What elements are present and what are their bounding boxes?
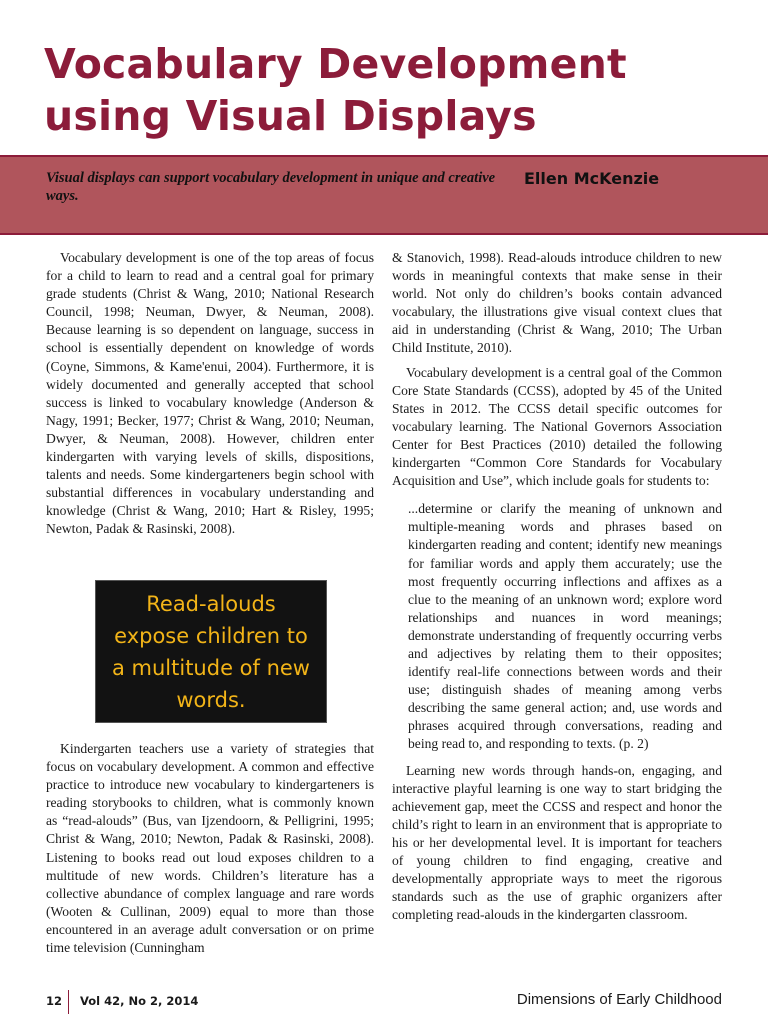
article-title: [44, 38, 744, 142]
left-column-top: [46, 249, 374, 539]
paragraph: Vocabulary development is one of the top areas of focus for a child to learn to read and a central goal for primary grade students (Christ & Wang, 2010; National Research Council, 1998; Neuman, Dwyer, & Neuman, 2008). Because learning is so dependent on language, success in school is essentially dependent on knowledge of words (Coyne, Simmons, & Kame'enui, 2004). Furthermore, it is widely documented and generally accepted that school success is linked to vocabulary knowledge (Anderson & Nagy, 1991; Becker, 1977; Christ & Wang, 2010; Neuman, Dwyer, & Neuman, 2008). However, children enter kindergarten with varying levels of skills, dispositions, talents and needs. Some kindergarteners begin school with substantial differences in vocabulary understanding and knowledge (Christ & Wang, 2010; Hart & Risley, 1995; Newton, Padak & Rasinski, 2008).: [46, 250, 374, 537]
footer-divider: [68, 990, 69, 1014]
page-footer: [0, 990, 768, 1016]
left-column-bottom: [46, 740, 374, 957]
callout-text: Read-alouds expose children to a multitude of new words.: [111, 591, 310, 712]
subtitle: Visual displays can support vocabulary development in unique and creative ways.: [46, 170, 496, 204]
title-line-2: using Visual Displays: [44, 92, 537, 140]
block-quote: ...determine or clarify the meaning of unknown and multiple-meaning words and phrases based on kindergarten reading and content; identify new meanings for familiar words and apply them accurately; use the most frequently occurring inflections and affixes as a clue to the meaning of an unknown word; explore word relationships and nuances in word meanings; demonstrate understanding of frequently occurring verbs and adjectives by relating them to their opposites; identify real-life connections between words and their use; distinguish shades of meaning among verbs describing the same general action; and, use words and phrases acquired through conversations, reading and being read to, and responding to texts. (p. 2): [408, 501, 722, 752]
journal-name: Dimensions of Early Childhood: [516, 991, 722, 1008]
page-number: 12: [46, 994, 63, 1008]
subtitle-band: [0, 155, 768, 235]
author-name: Ellen McKenzie: [524, 169, 660, 188]
paragraph: Learning new words through hands-on, engaging, and interactive playful learning is one way to start bridging the achievement gap, meet the CCSS and respect and honor the child’s right to learn in an environment that is appropriate to his or her developmental level. It is important for teachers of young children to find engaging, creative and developmentally appropriate ways to meet the rigorous standards such as the use of graphic organizers after completing read-alouds in the kindergarten classroom.: [392, 762, 722, 923]
paragraph: Vocabulary development is a central goal of the Common Core State Standards (CCSS), adopted by 45 of the United States in 2012. The CCSS detail specific outcomes for vocabulary learning. The National Governors Association Center for Best Practices (2010) detailed the following kindergarten “Common Core Standards for Vocabulary Acquisition and Use”, which include goals for students to:: [392, 364, 722, 489]
paragraph: Kindergarten teachers use a variety of strategies that focus on vocabulary development. A common and effective practice to introduce new vocabulary to kindergarteners is reading storybooks to children, what is commonly known as “read-alouds” (Bus, van Ijzendoorn, & Pelligrini, 1995; Christ & Wang, 2010; Newton, Padak & Rasinski, 2008). Listening to books read out loud exposes children to a multitude of new words. Children’s literature has a collective abundance of complex language and rare words (Wooten & Cullinan, 2009) equal to more than those encountered in an average adult conversation or on prime time television (Cunningham: [46, 741, 374, 956]
pull-quote-callout: [95, 580, 327, 723]
paragraph: & Stanovich, 1998). Read-alouds introduce children to new words in meaningful contexts that make sense in their world. Not only do children’s books contain advanced vocabulary, the illustrations give visual context clues that aid in understanding (Christ & Wang, 2010; The Urban Child Institute, 2010).: [392, 250, 722, 356]
right-column: [392, 249, 722, 924]
issue-info: Vol 42, No 2, 2014: [80, 994, 199, 1008]
title-line-1: Vocabulary Development: [44, 40, 627, 88]
